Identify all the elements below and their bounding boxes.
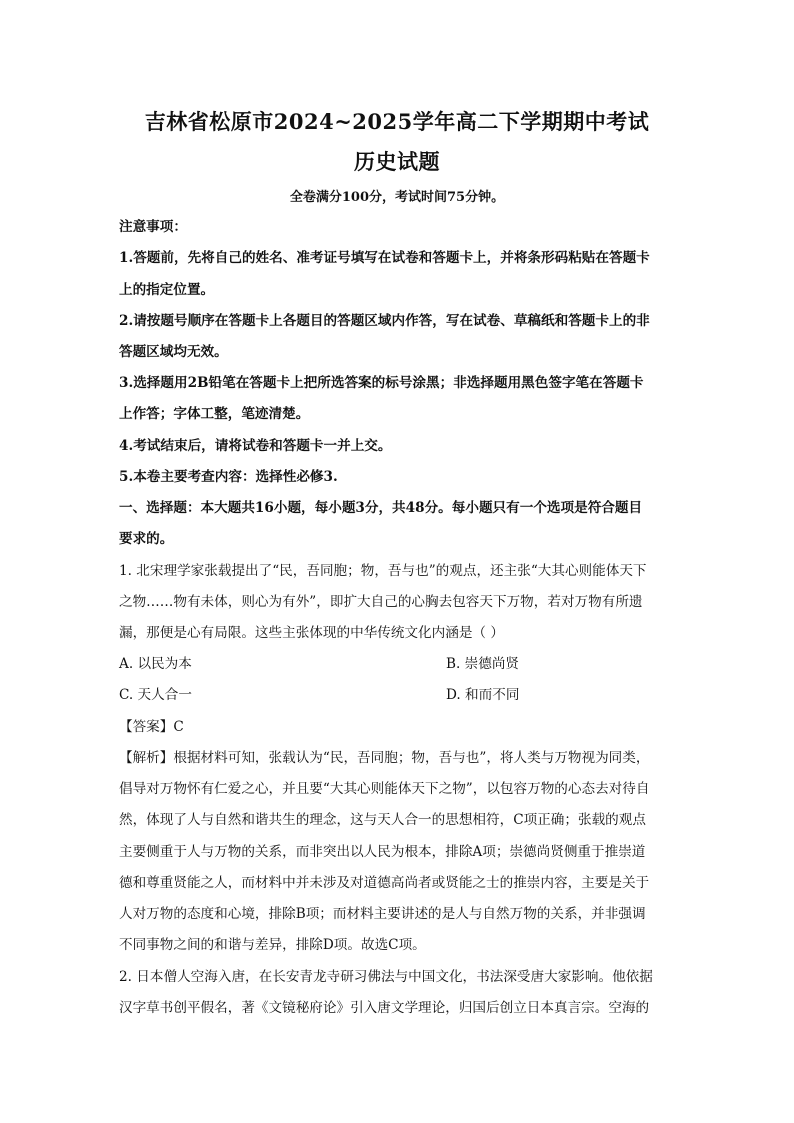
section-heading-cont: 要求的。 (119, 531, 174, 547)
question-2-stem: 2. 日本僧人空海入唐，在长安青龙寺研习佛法与中国文化，书法深受唐大家影响。他依据 (119, 969, 653, 985)
question-1-analysis: 主要侧重于人与万物的关系，而非突出以人民为根本，排除A项；崇德尚贤侧重于推崇道 (119, 844, 646, 860)
section-heading: 一、选择题：本大题共16小题，每小题3分，共48分。每小题只有一个选项是符合题目 (119, 500, 643, 516)
note-line: 上作答；字体工整，笔迹清楚。 (119, 406, 310, 422)
question-1-analysis: 倡导对万物怀有仁爱之心，并且要“大其心则能体天下之物”，以包容万物的心态去对待自 (119, 781, 650, 797)
exam-info: 全卷满分100分，考试时间75分钟。 (289, 190, 505, 205)
exam-subject: 历史试题 (354, 149, 440, 174)
note-line: 5.本卷主要考查内容：选择性必修3. (119, 469, 338, 485)
notes-heading: 注意事项： (119, 219, 187, 235)
option-b: B. 崇德尚贤 (446, 656, 520, 672)
question-2-stem: 汉字草书创平假名，著《文镜秘府论》引入唐文学理论，归国后创立日本真言宗。空海的 (119, 1000, 650, 1016)
note-line: 答题区域均无效。 (119, 344, 228, 360)
question-1-answer: 【答案】C (119, 719, 184, 735)
question-1-stem: 之物……物有未体，则心为有外”，即扩大自己的心胸去包容天下万物，若对万物有所遗 (119, 594, 643, 610)
note-line: 3.选择题用2B铅笔在答题卡上把所选答案的标号涂黑；非选择题用黑色签字笔在答题卡 (119, 375, 644, 391)
question-1-analysis: 不同事物之间的和谐与差异，排除D项。故选C项。 (119, 937, 426, 953)
option-d: D. 和而不同 (446, 687, 520, 703)
question-1-analysis: 【解析】根据材料可知，张载认为“民，吾同胞；物，吾与也”，将人类与万物视为同类， (119, 750, 650, 766)
note-line: 上的指定位置。 (119, 282, 215, 298)
exam-title: 吉林省松原市2024~2025学年高二下学期期中考试 (144, 109, 650, 134)
option-c: C. 天人合一 (119, 687, 192, 703)
question-1-analysis: 德和尊重贤能之人，而材料中并未涉及对道德高尚者或贤能之士的推崇内容，主要是关于 (119, 875, 650, 891)
question-1-analysis: 然，体现了人与自然和谐共生的理念，这与天人合一的思想相符，C项正确；张载的观点 (119, 812, 646, 828)
question-1-stem: 漏，那便是心有局限。这些主张体现的中华传统文化内涵是（ ） (119, 625, 504, 641)
question-1-analysis: 人对万物的态度和心境，排除B项；而材料主要讲述的是人与自然万物的关系，并非强调 (119, 906, 646, 922)
option-a: A. 以民为本 (119, 656, 192, 672)
note-line: 1.答题前，先将自己的姓名、准考证号填写在试卷和答题卡上，并将条形码粘贴在答题卡 (119, 250, 650, 266)
note-line: 2.请按题号顺序在答题卡上各题目的答题区域内作答，写在试卷、草稿纸和答题卡上的非 (119, 313, 650, 329)
question-1-stem: 1. 北宋理学家张载提出了“民，吾同胞；物，吾与也”的观点，还主张“大其心则能体天下 (119, 563, 647, 579)
note-line: 4.考试结束后，请将试卷和答题卡一并上交。 (119, 438, 392, 454)
